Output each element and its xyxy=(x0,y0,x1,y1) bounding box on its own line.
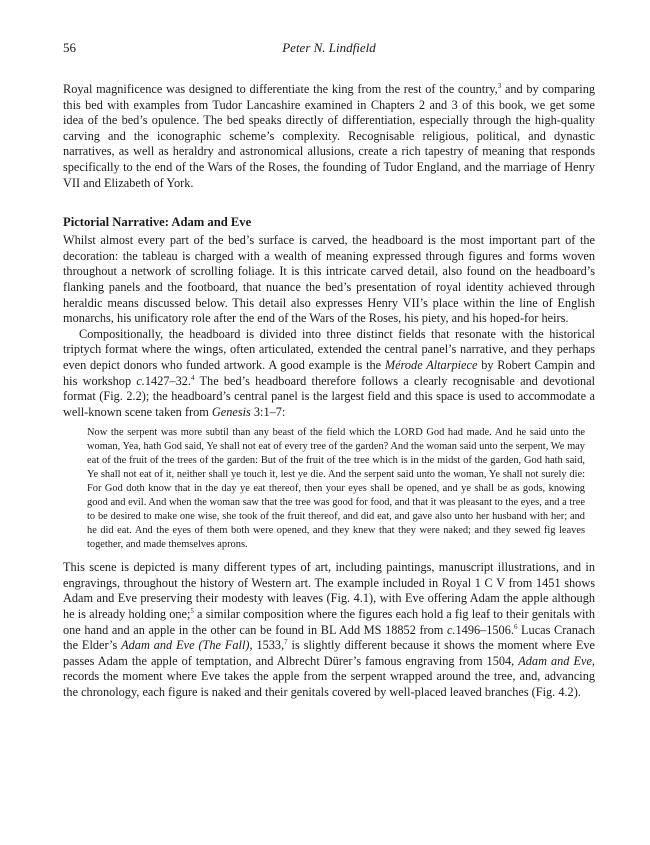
text-run: 1427–32. xyxy=(144,373,192,388)
page-number: 56 xyxy=(63,40,76,55)
paragraph-depictions xyxy=(63,560,595,700)
footnote-ref-5[interactable]: 5 xyxy=(190,606,194,615)
text-run: by Robert Campin and his workshop xyxy=(63,357,595,388)
italic-title: Adam and Eve (The Fall) xyxy=(121,638,250,653)
section-heading: Pictorial Narrative: Adam and Eve xyxy=(63,215,252,230)
italic-title: Mérode Altarpiece xyxy=(384,357,478,372)
italic-title: Genesis xyxy=(211,404,251,419)
text-run: is slightly different because it shows the moment where Eve passes Adam the apple of temptation, and Albrecht Dürer’s famous engraving from 1504, xyxy=(63,638,595,668)
text-run: 1496–1506. xyxy=(455,622,514,637)
block-quote-genesis: Now the serpent was more subtil than any beast of the field which the LORD God had made. And he said unto the woman, Yea, hath God said, Ye shall not eat of every tree of the garden? And the woman said unto the serpent, We may eat of the fruit of the trees of the garden: But of the fruit of the tree which is in the midst of the garden, God hath said, Ye shall not eat of it, neither shall ye touch it, lest ye die. And the serpent said unto the woman, Ye shall not surely die: For God doth know that in the day ye eat thereof, then your eyes shall be opened, and ye shall be as gods, knowing good and evil. And when the woman saw that the tree was good for food, and that it was pleasant to the eyes, and a tree to be desired to make one wise, she took of the fruit thereof, and did eat, and gave also unto her husband with her; and he did eat. And the eyes of them both were opened, and they knew that they were naked; and they sewed fig leaves together, and made themselves aprons. xyxy=(87,427,585,551)
italic-title: Adam and Eve xyxy=(518,653,592,668)
running-head xyxy=(63,40,595,60)
footnote-ref-3[interactable]: 3 xyxy=(497,81,502,90)
text-run: 3:1–7: xyxy=(250,404,286,419)
footnote-ref-4[interactable]: 4 xyxy=(191,373,195,382)
paragraph-headboard-carving: Whilst almost every part of the bed’s surface is carved, the headboard is the most important part of the decoration: the tableau is charged with a wealth of meaning expressed through figures and forms woven throughout a network of scrolling foliage. It is this intricate carved detail, also found on the headboard’s flanking panels and the footboard, that nuance the bed’s presentation of royal identity achieved through heraldic means discussed below. This detail also expresses Henry VII’s place within the line of English monarchs, his unificatory role after the end of the Wars of the Roses, his piety, and his hoped-for heirs. xyxy=(63,233,595,326)
running-head-author: Peter N. Lindfield xyxy=(282,40,376,55)
footnote-ref-7[interactable]: 7 xyxy=(284,638,288,647)
text-run: Royal magnificence was designed to differentiate the king from the rest of the country, xyxy=(63,82,498,96)
text-run: Compositionally, the headboard is divided into three distinct fields that resonate with the historical triptych format where the wings, often articulated, extended the central panel’s narrative, and they perhaps even depict donors who funded artwork. A good example is the xyxy=(63,326,595,372)
text-run: This scene is depicted is many different types of art, including paintings, manuscript illustrations, and in engravings, throughout the history of Western art. The example included in Royal 1 C V from 1451 shows Adam and Eve preserving their modesty with leaves (Fig. 4.1), with Eve offering Adam the apple although he is already holding one; xyxy=(63,560,595,622)
text-run: , records the moment where Eve takes the apple from the serpent wrapped around the tree, and, advancing the chronology, each figure is naked and their genitals covered by well-placed leaved branches (Fig. 4.2). xyxy=(63,653,595,700)
paragraph-composition xyxy=(63,327,595,421)
text-run: Lucas Cranach the Elder’s xyxy=(63,622,595,653)
italic-circa: c. xyxy=(446,622,456,637)
text-run: , 1533, xyxy=(249,638,285,653)
italic-circa: c. xyxy=(136,373,145,388)
book-page xyxy=(63,40,595,701)
footnote-ref-6[interactable]: 6 xyxy=(513,622,518,631)
text-run: a similar composition where the figures each hold a fig leaf to their genitals with one hand and an apple in the other can be found in BL Add MS 18852 from xyxy=(63,607,595,637)
text-run: and by comparing this bed with examples from Tudor Lancashire examined in Chapters 2 and 3 of this book, we get some idea of the bed’s opulence. The bed speaks directly of differentiation, especially through the high-quality carving and the iconographic scheme’s complexity. Recognisable religious, political, and dynastic narratives, as well as heraldry and astronomical allusions, create a rich tapestry of meaning that responds specifically to the end of the Wars of the Roses, the founding of Tudor England, and the marriage of Henry VII and Elizabeth of York. xyxy=(63,82,595,190)
paragraph-royal-magnificence xyxy=(63,82,595,191)
text-run: The bed’s headboard therefore follows a clearly recognisable and devotional format (Fig. 2.2); the headboard’s central panel is the largest field and this space is used to accommodate a well-known scene taken from xyxy=(63,373,595,419)
